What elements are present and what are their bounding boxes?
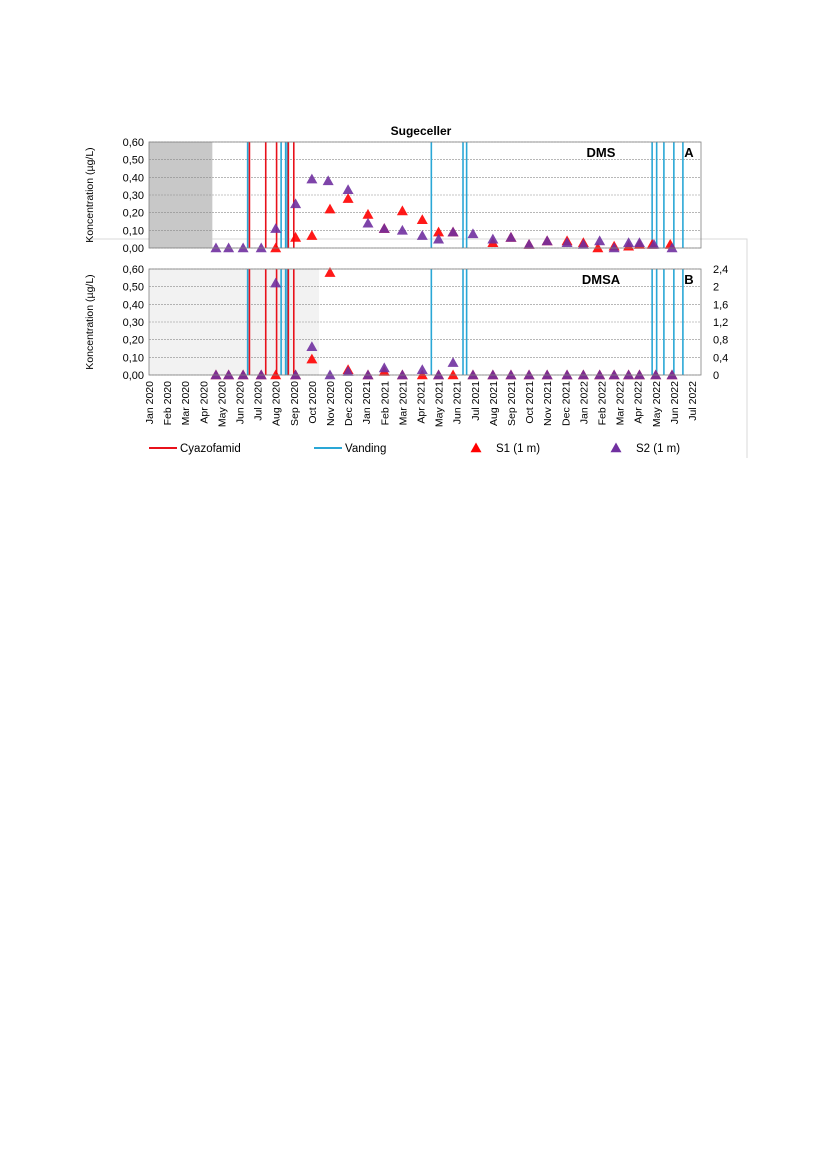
s2-point (306, 174, 317, 184)
panel-b-letter: B (684, 272, 694, 287)
s2-point (487, 370, 498, 380)
y-tick-label: 0,60 (122, 137, 144, 149)
x-tick-label: Aug 2020 (270, 381, 283, 426)
y-tick-label: 0,30 (122, 317, 144, 329)
s1-point (362, 209, 373, 219)
s2-point (417, 364, 428, 374)
s2-point (634, 370, 645, 380)
x-tick-label: Jul 2020 (252, 381, 265, 421)
x-tick-label: Jun 2020 (234, 381, 247, 425)
panel-b-compound-label: DMSA (581, 272, 621, 287)
x-tick-label: Mar 2021 (397, 381, 410, 426)
s2-point (594, 370, 605, 380)
y2-tick-label: 0,8 (713, 334, 729, 347)
chart-svg (0, 0, 827, 470)
x-tick-label: Nov 2020 (324, 381, 337, 426)
s2-point (542, 235, 553, 245)
s2-point (524, 370, 535, 380)
s2-point (448, 357, 459, 367)
legend-triangle-marker (471, 443, 482, 453)
x-tick-label: Jan 2020 (144, 381, 156, 425)
y-tick-label: 0,00 (122, 370, 144, 382)
s2-point (397, 225, 408, 235)
s2-point (433, 370, 444, 380)
s2-point (343, 366, 354, 376)
x-tick-label: Mar 2022 (614, 381, 627, 426)
s2-point (542, 370, 553, 380)
x-tick-label: Nov 2021 (542, 381, 555, 426)
panel-b-secondary-y-axis (713, 264, 728, 382)
y-tick-label: 0,50 (122, 281, 144, 294)
s1-point (290, 232, 301, 242)
y-tick-label: 0,20 (122, 207, 144, 220)
x-tick-label: Jul 2021 (469, 381, 482, 421)
legend-label: Cyazofamid (180, 443, 241, 455)
y-tick-label: 0,40 (122, 299, 144, 312)
x-tick-label: Feb 2021 (379, 381, 392, 426)
s1-point (448, 370, 459, 380)
s2-point (379, 362, 390, 372)
s2-point (562, 370, 573, 380)
x-tick-label: Jan 2021 (361, 381, 374, 425)
x-tick-label: Dec 2021 (560, 381, 573, 426)
y-tick-label: 0,50 (122, 154, 144, 167)
x-tick-label: May 2020 (216, 381, 229, 428)
s2-point (609, 243, 620, 253)
x-tick-label: Aug 2021 (487, 381, 500, 426)
s2-point (379, 223, 390, 233)
x-tick-label: Jan 2022 (578, 381, 591, 425)
panel-b-y-label: Koncentration (µg/L) (84, 274, 96, 370)
s2-point (270, 223, 281, 233)
x-tick-label: Jun 2022 (668, 381, 681, 425)
x-tick-label: Sep 2020 (288, 381, 301, 426)
s2-point (343, 184, 354, 194)
y-tick-label: 0,40 (122, 172, 144, 185)
s2-point (505, 232, 516, 242)
y2-tick-label: 0 (713, 370, 720, 382)
x-tick-label: May 2021 (433, 381, 446, 428)
x-tick-label: Feb 2020 (162, 381, 175, 426)
x-tick-label: Apr 2020 (198, 381, 211, 424)
y2-tick-label: 1,2 (713, 317, 729, 329)
y-tick-label: 0,10 (122, 352, 144, 365)
y2-tick-label: 2 (713, 281, 720, 294)
x-tick-label: Mar 2020 (180, 381, 193, 426)
s1-point (306, 230, 317, 240)
legend-triangle-marker (611, 443, 622, 453)
s2-point (667, 370, 678, 380)
x-tick-label: Oct 2020 (306, 381, 319, 424)
panel-a-compound-label: DMS (586, 145, 616, 160)
s2-point (467, 370, 478, 380)
y-tick-label: 0,60 (122, 264, 144, 276)
x-tick-label: Jun 2021 (451, 381, 464, 425)
s1-point (343, 193, 354, 203)
s2-point (578, 239, 589, 249)
s2-point (223, 243, 234, 253)
chart-container (0, 0, 827, 470)
x-tick-label: Sep 2021 (505, 381, 518, 426)
s2-point (467, 228, 478, 238)
y2-tick-label: 1,6 (713, 299, 729, 312)
s2-point (417, 230, 428, 240)
s2-point (524, 239, 535, 249)
s1-point (324, 204, 335, 214)
panel-a-gridlines (149, 142, 701, 248)
panel-a-letter: A (684, 145, 694, 160)
y2-tick-label: 0,4 (713, 352, 729, 365)
x-axis-month-labels (144, 381, 699, 427)
s1-point (270, 243, 281, 253)
x-tick-label: Apr 2022 (632, 381, 645, 424)
s2-point (362, 370, 373, 380)
s1-point (417, 214, 428, 224)
chart-legend (149, 443, 680, 456)
panel-b-y-axis (123, 264, 144, 382)
y-tick-label: 0,00 (122, 243, 144, 255)
x-tick-label: Dec 2020 (343, 381, 356, 426)
x-tick-label: Oct 2021 (524, 381, 537, 424)
s2-point (505, 370, 516, 380)
s2-point (362, 218, 373, 228)
y-tick-label: 0,20 (122, 334, 144, 347)
x-tick-label: Feb 2022 (596, 381, 609, 426)
legend-label: S2 (1 m) (636, 443, 681, 455)
s2-point (324, 370, 335, 380)
x-tick-label: May 2022 (650, 381, 663, 428)
y2-tick-label: 2,4 (713, 264, 729, 276)
x-tick-label: Jul 2022 (686, 381, 699, 421)
legend-label: S1 (1 m) (496, 443, 541, 455)
panel-a (84, 137, 701, 255)
s2-point (594, 235, 605, 245)
s2-point (397, 370, 408, 380)
s2-point (623, 370, 634, 380)
chart-title: Sugeceller (390, 124, 452, 138)
y-tick-label: 0,10 (122, 225, 144, 238)
x-tick-label: Apr 2021 (415, 381, 428, 424)
s2-point (448, 227, 459, 237)
panel-a-y-label: Koncentration (µg/L) (84, 147, 96, 243)
s1-point (324, 267, 335, 277)
s2-point (578, 370, 589, 380)
s2-point (323, 175, 334, 185)
s1-point (397, 205, 408, 215)
panel-a-y-axis (123, 137, 144, 255)
s2-point (609, 370, 620, 380)
panel-b (84, 264, 728, 427)
s2-point (290, 198, 301, 208)
legend-label: Vanding (345, 443, 387, 455)
y-tick-label: 0,30 (122, 190, 144, 202)
